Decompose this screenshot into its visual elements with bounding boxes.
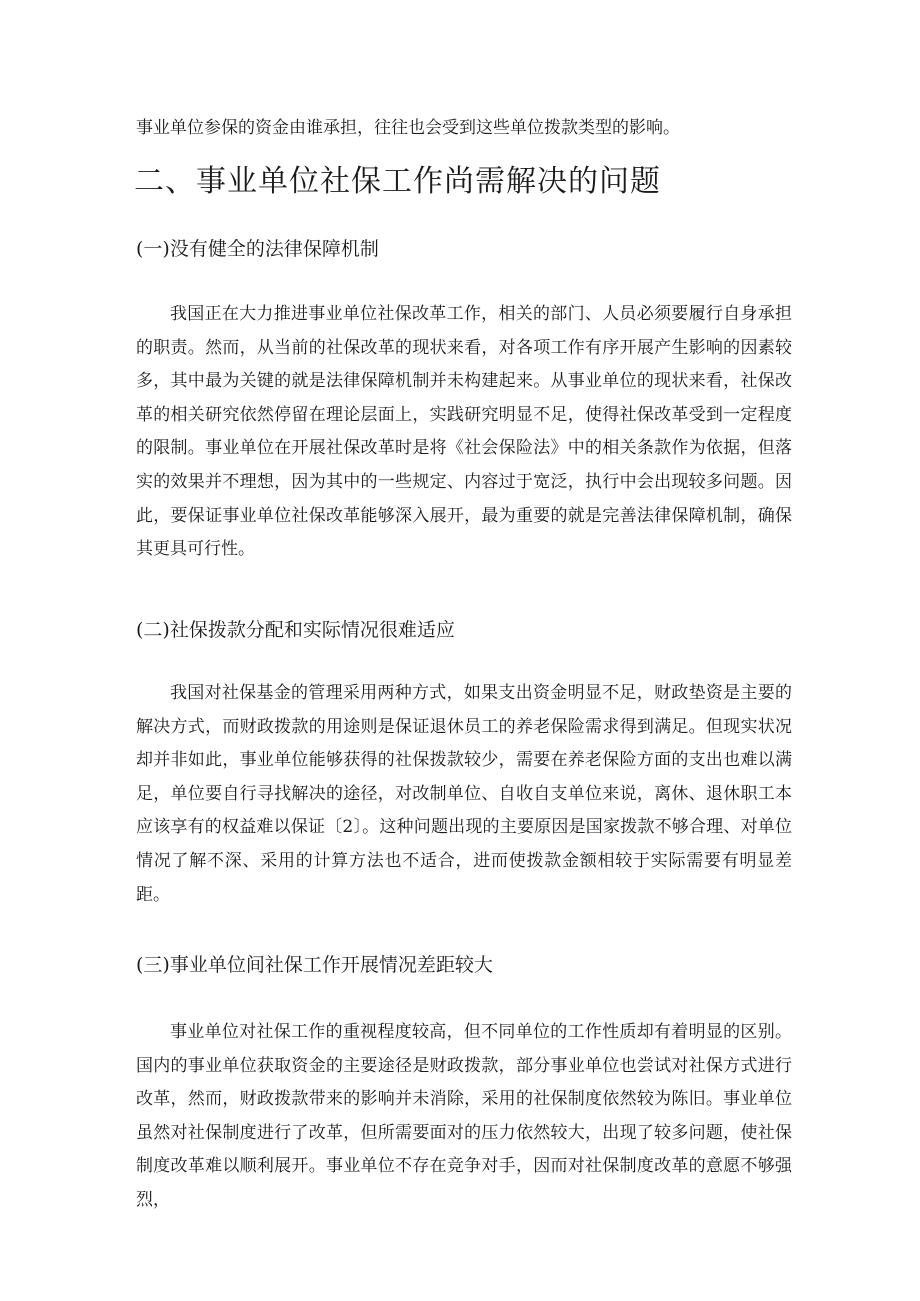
paragraph-3-text: 事业单位对社保工作的重视程度较高，但不同单位的工作性质却有着明显的区别。国内的事业单位获取资金的主要途径是财政拨款，部分事业单位也尝试对社保方式进行改革，然而，财政拨款带来的影响并未消除，采用的社保制度依然较为陈旧。事业单位虽然对社保制度进行了改革，但所需要面对的压力依然较大，出现了较多问题，使社保制度改革难以顺利展开。事业单位不存在竞争对手，因而对社保制度改革的意愿不够强烈， — [136, 1022, 792, 1210]
paragraph-2-text: 我国对社保基金的管理采用两种方式，如果支出资金明显不足，财政垫资是主要的解决方式，而财政拨款的用途则是保证退休员工的养老保险需求得到满足。但现实状况却并非如此，事业单位能够获得的社保拨款较少，需要在养老保险方面的支出也难以满足，单位要自行寻找解决的途径，对改制单位、自收自支单位来说，离休、退休职工本应该享有的权益难以保证〔2〕。这种问题出现的主要原因是国家拨款不够合理、对单位情况了解不深、采用的计算方法也不适合，进而使拨款金额相较于实际需要有明显差距。 — [136, 683, 792, 905]
paragraph-1 — [136, 298, 792, 567]
subsection-heading-1: (一)没有健全的法律保障机制 — [136, 238, 379, 260]
paragraph-2 — [136, 677, 792, 912]
paragraph-3 — [136, 1016, 792, 1218]
intro-line: 事业单位参保的资金由谁承担，往往也会受到这些单位拨款类型的影响。 — [136, 118, 680, 138]
subsection-heading-2: (二)社保拨款分配和实际情况很难适应 — [136, 619, 455, 641]
section-title: 二、事业单位社保工作尚需解决的问题 — [134, 164, 661, 199]
paragraph-1-text: 我国正在大力推进事业单位社保改革工作，相关的部门、人员必须要履行自身承担的职责。然而，从当前的社保改革的现状来看，对各项工作有序开展产生影响的因素较多，其中最为关键的就是法律保障机制并未构建起来。从事业单位的现状来看，社保改革的相关研究依然停留在理论层面上，实践研究明显不足，使得社保改革受到一定程度的限制。事业单位在开展社保改革时是将《社会保险法》中的相关条款作为依据，但落实的效果并不理想，因为其中的一些规定、内容过于宽泛，执行中会出现较多问题。因此，要保证事业单位社保改革能够深入展开，最为重要的就是完善法律保障机制，确保其更具可行性。 — [136, 304, 792, 560]
subsection-heading-3: (三)事业单位间社保工作开展情况差距较大 — [136, 954, 493, 976]
